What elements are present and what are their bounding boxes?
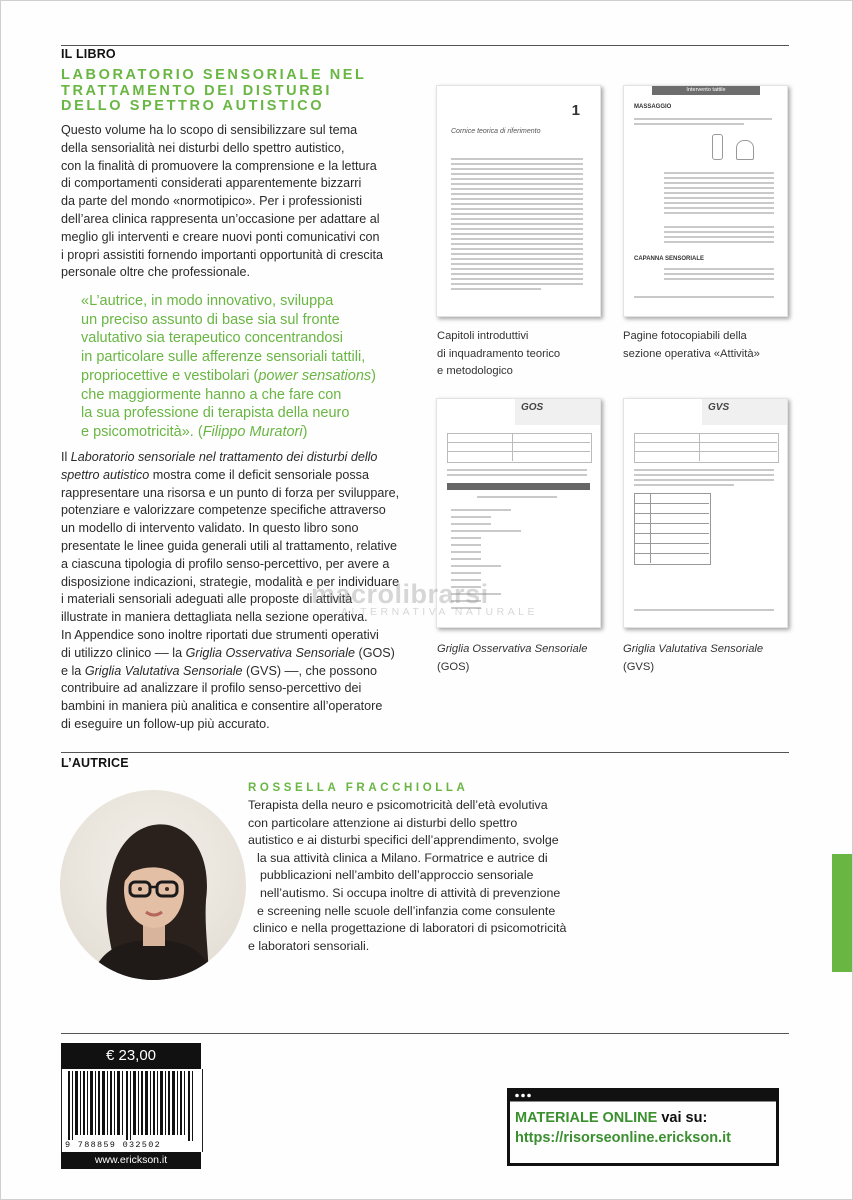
caption-line: sezione operativa «Attività» — [623, 347, 760, 360]
book-title-line: DELLO SPETTRO AUTISTICO — [61, 98, 325, 114]
bio-line: nell’autismo. Si occupa inoltre di attività di prevenzione — [260, 885, 561, 900]
main-line — [61, 467, 411, 485]
main-text: mostra come il deficit sensoriale possa — [149, 467, 369, 482]
main-line: illustrate in maniera dettagliata nella sezione operativa. — [61, 610, 368, 625]
caption-line: Griglia Valutativa Sensoriale — [623, 643, 764, 655]
thumbnail-activity-pages — [623, 85, 788, 317]
price-label: € 23,00 — [61, 1043, 201, 1069]
main-line: presentate le linee guida generali utili al trattamento, relative — [61, 538, 398, 553]
watermark-main: macrolibrarsi — [311, 579, 489, 609]
caption-line: di inquadramento teorico — [437, 347, 561, 360]
side-tab — [832, 854, 852, 972]
main-line: rappresentare una risorsa e un punto di forza per sviluppare, — [61, 485, 400, 500]
bio-line: e screening nelle scuole dell’infanzia come consulente — [257, 903, 556, 918]
main-line: bambini in maniera più analitica e consentire all’operatore — [61, 699, 383, 714]
bio-line: la sua attività clinica a Milano. Formatrice e autrice di — [257, 850, 548, 865]
caption-gvs — [623, 641, 763, 676]
bio-line: Terapista della neuro e psicomotricità dell’età evolutiva — [248, 798, 548, 812]
intro-line: meglio gli interventi e creare nuovi ponti comunicativi con — [61, 229, 380, 244]
caption-theory — [437, 328, 560, 381]
gvs-code: GVS — [708, 402, 730, 413]
author-photo — [60, 790, 246, 980]
main-line: a ciascuna tipologia di profilo senso-percettivo, per avere a — [61, 556, 390, 571]
intro-line: personale oltre che professionale. — [61, 265, 251, 280]
book-title-line: TRATTAMENTO DEI DISTURBI — [61, 82, 333, 99]
author-portrait-icon — [60, 790, 246, 980]
caption-line: Pagine fotocopiabili della — [623, 330, 747, 342]
section-label-author: L’AUTRICE — [61, 756, 129, 770]
main-line: un modello di intervento validato. In questo libro sono — [61, 521, 359, 536]
main-line — [61, 449, 411, 467]
author-divider — [61, 752, 789, 753]
thumbnail-gvs — [623, 398, 788, 628]
quote-line: «L’autrice, in modo innovativo, sviluppa — [81, 293, 334, 309]
online-suffix: vai su: — [657, 1110, 708, 1126]
bottle-icon — [712, 134, 723, 160]
barcode-icon — [62, 1071, 200, 1141]
main-line: i materiali sensoriali adeguati alle proposte di attività — [61, 592, 353, 607]
thumbnail-theory-chapter — [436, 85, 601, 317]
book-title-line: LABORATORIO SENSORIALE NEL — [61, 67, 367, 83]
caption-line: Capitoli introduttivi — [437, 330, 529, 342]
quote-line: la sua professione di terapista della neuro — [81, 405, 350, 422]
caption-gos — [437, 641, 587, 676]
publisher-website[interactable]: www.erickson.it — [61, 1152, 201, 1169]
activity-title: MASSAGGIO — [634, 104, 672, 110]
bio-line: clinico e nella progettazione di laboratori di psicomotricità — [253, 921, 567, 936]
intro-line: di comportamenti considerati apparentemente bizzarri — [61, 176, 362, 191]
bio-line: pubblicazioni nell’ambito dell’approccio sensoriale — [260, 868, 534, 883]
caption-line: e metodologico — [437, 365, 513, 377]
book-title — [61, 68, 421, 115]
main-text: e la — [61, 663, 85, 678]
main-line: contribuire ad analizzare il profilo senso-percettivo dei — [61, 681, 362, 696]
quote-line: valutativo sia terapeutico concentrandosi — [81, 330, 343, 347]
main-line — [61, 645, 411, 663]
quote-text: ) — [302, 423, 308, 440]
main-line: potenziare e valorizzare competenze specifiche attraverso — [61, 503, 386, 518]
main-line — [61, 663, 411, 681]
bottom-divider — [61, 1033, 789, 1034]
bio-line: autistico e ai disturbi specifici dell’apprendimento, svolge — [248, 833, 559, 848]
quote-text: ) — [371, 367, 376, 384]
activity-banner: Intervento tattile — [652, 86, 760, 95]
intro-line: con la finalità di promuovere la comprensione e la lettura — [61, 158, 377, 173]
main-text: Il — [61, 450, 71, 464]
quote-line: in particolare sulle afferenze sensoriali tattili, — [81, 349, 366, 366]
main-text: (GOS) — [355, 645, 395, 660]
gos-code: GOS — [521, 402, 544, 413]
watermark — [311, 579, 611, 618]
book-title-inline: Laboratorio sensoriale nel trattamento dei disturbi dello — [70, 450, 378, 464]
main-text: (GVS) ––, che possono — [242, 663, 377, 678]
main-line: In Appendice sono inoltre riportati due strumenti operativi — [61, 627, 379, 642]
book-title-inline: spettro autistico — [61, 467, 150, 482]
intro-line: Questo volume ha lo scopo di sensibilizzare sul tema — [61, 123, 358, 137]
bio-line: con particolare attenzione ai disturbi dello spettro — [248, 815, 518, 830]
quote-line: un preciso assunto di base sia sul fronte — [81, 311, 340, 328]
quote-text: propriocettive e vestibolari ( — [81, 367, 259, 384]
main-line: disposizione indicazioni, strategie, modalità e per individuare — [61, 574, 400, 589]
main-line: di eseguire un follow-up più accurato. — [61, 716, 270, 731]
quote-italic-term: power sensations — [258, 367, 372, 384]
quote-line — [81, 423, 411, 442]
intro-line: dell’area clinica rappresenta un’occasione per adattare al — [61, 211, 380, 226]
quote-line — [81, 367, 411, 386]
quote-author: Filippo Muratori — [202, 423, 303, 440]
gos-name: Griglia Osservativa Sensoriale — [185, 645, 355, 660]
intro-line: della sensorialità nei disturbi dello spettro autistico, — [61, 140, 345, 155]
caption-line: Griglia Osservativa Sensoriale — [437, 643, 588, 655]
author-name: ROSSELLA FRACCHIOLLA — [248, 782, 469, 794]
chapter-number: 1 — [571, 102, 580, 119]
bottle-icon — [736, 140, 754, 160]
main-text: di utilizzo clinico –– la — [61, 645, 186, 660]
online-material — [515, 1108, 731, 1148]
caption-line: (GVS) — [623, 660, 655, 673]
watermark-sub: ALTERNATIVA NATURALE — [341, 606, 538, 618]
intro-line: da parte del mondo «normotipico». Per i professionisti — [61, 194, 363, 209]
caption-line: (GOS) — [437, 660, 470, 673]
intro-line: i propri assistiti fornendo importanti opportunità di crescita — [61, 247, 383, 262]
review-quote — [81, 292, 411, 442]
gvs-name: Griglia Valutativa Sensoriale — [84, 663, 243, 678]
barcode-number: 9 788859 032502 — [65, 1140, 162, 1150]
author-bio — [248, 797, 566, 955]
section-label-book: IL LIBRO — [61, 47, 116, 61]
quote-text: e psicomotricità». ( — [81, 423, 203, 440]
caption-activity — [623, 328, 760, 363]
intro-paragraph — [61, 122, 411, 282]
online-label: MATERIALE ONLINE — [515, 1110, 658, 1126]
online-url[interactable]: https://risorseonline.erickson.it — [515, 1130, 731, 1146]
bio-line: e laboratori sensoriali. — [248, 938, 370, 953]
chapter-heading: Cornice teorica di riferimento — [451, 128, 541, 135]
activity-title: CAPANNA SENSORIALE — [634, 256, 705, 262]
quote-line: che maggiormente hanno a che fare con — [81, 386, 342, 403]
top-divider — [61, 45, 789, 46]
